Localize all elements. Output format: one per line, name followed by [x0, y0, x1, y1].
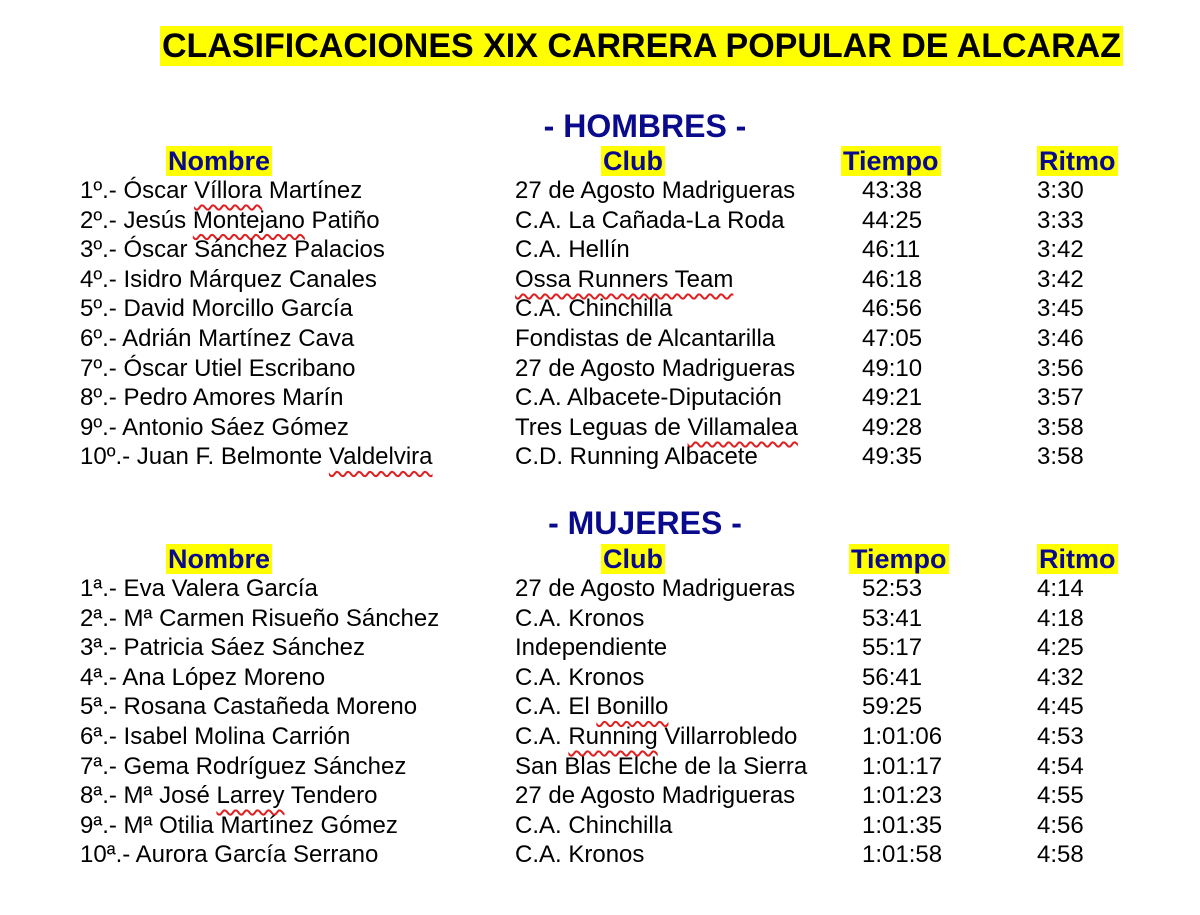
runner-time: 46:11	[862, 236, 921, 264]
men-header-time: Tiempo	[843, 146, 939, 176]
text-segment: 2º.- Jesús	[80, 206, 193, 234]
men-result-row	[0, 383, 1200, 413]
runner-club	[515, 633, 667, 663]
men-result-row	[0, 413, 1200, 443]
men-result-row	[0, 265, 1200, 295]
text-segment: Independiente	[515, 634, 668, 662]
women-result-row	[0, 692, 1200, 722]
runner-pace: 4:55	[1037, 782, 1084, 810]
text-segment: 27 de Agosto Madrigueras	[515, 354, 796, 382]
spellcheck-word: Bonillo	[596, 693, 669, 721]
runner-name	[80, 442, 433, 472]
text-segment: San Blas Elche de la Sierra	[515, 752, 808, 780]
runner-time: 1:01:58	[862, 841, 943, 869]
spellcheck-word: Villamalea	[687, 413, 798, 441]
runner-name	[80, 604, 439, 634]
runner-name	[80, 752, 406, 782]
runner-name	[80, 294, 353, 324]
runner-club	[515, 574, 795, 604]
runner-club	[515, 781, 795, 811]
text-segment: C.D. Running Albacete	[515, 443, 758, 471]
women-result-row	[0, 781, 1200, 811]
runner-pace: 4:14	[1037, 575, 1084, 602]
text-segment: C.A. Kronos	[515, 841, 645, 869]
runner-pace: 4:53	[1037, 723, 1084, 750]
runner-name	[80, 840, 378, 870]
text-segment: Fondistas de Alcantarilla	[515, 325, 776, 352]
women-header-club: Club	[603, 544, 663, 574]
text-segment: 9ª.- Mª Otilia Martínez Gómez	[80, 811, 398, 839]
text-segment: 7º.- Óscar Utiel Escribano	[80, 354, 356, 382]
text-segment: 8º.- Pedro Amores Marín	[80, 384, 344, 412]
women-header-name: Nombre	[168, 544, 271, 574]
runner-pace: 4:18	[1037, 604, 1084, 632]
runner-time: 56:41	[862, 663, 923, 691]
runner-club	[515, 324, 775, 354]
text-segment: C.A. Kronos	[515, 663, 645, 691]
runner-time: 53:41	[862, 604, 923, 632]
runner-time: 47:05	[862, 325, 923, 352]
text-segment: C.A. Hellín	[515, 236, 630, 264]
runner-pace: 3:42	[1037, 236, 1084, 264]
runner-name	[80, 383, 344, 413]
text-segment: C.A. Chinchilla	[515, 811, 673, 839]
men-result-row	[0, 294, 1200, 324]
text-segment: C.A.	[515, 723, 569, 750]
runner-club	[515, 206, 785, 236]
text-segment: Tendero	[284, 782, 378, 810]
runner-name	[80, 354, 356, 384]
men-result-row	[0, 176, 1200, 206]
text-segment: 3ª.- Patricia Sáez Sánchez	[80, 634, 366, 662]
runner-time: 1:01:35	[862, 811, 943, 839]
runner-time: 46:56	[862, 295, 923, 323]
spellcheck-word: Larrey	[216, 782, 285, 810]
spellcheck-word: Running	[568, 723, 658, 750]
runner-pace: 3:58	[1037, 413, 1084, 441]
runner-club	[515, 442, 758, 472]
text-segment: 6ª.- Isabel Molina Carrión	[80, 723, 351, 750]
runner-name	[80, 176, 362, 206]
runner-name	[80, 235, 385, 265]
women-result-row	[0, 574, 1200, 604]
text-segment: C.A. Albacete-Diputación	[515, 384, 782, 412]
runner-pace: 3:58	[1037, 443, 1084, 471]
runner-club	[515, 294, 672, 324]
men-header-pace: Ritmo	[1039, 146, 1116, 176]
runner-time: 44:25	[862, 206, 923, 234]
women-section-title: - MUJERES -	[548, 505, 742, 541]
runner-club	[515, 692, 668, 722]
runner-name	[80, 574, 318, 604]
runner-club	[515, 354, 795, 384]
runner-time: 43:38	[862, 177, 923, 204]
runner-name	[80, 722, 350, 752]
runner-pace: 4:25	[1037, 634, 1084, 662]
runner-time: 49:35	[862, 443, 923, 471]
runner-time: 49:10	[862, 354, 923, 382]
runner-name	[80, 324, 354, 354]
text-segment: Villarrobledo	[657, 723, 798, 750]
text-segment: 6º.- Adrián Martínez Cava	[80, 325, 355, 352]
text-segment: 27 de Agosto Madrigueras	[515, 575, 796, 602]
text-segment: C.A. La Cañada-La Roda	[515, 206, 785, 234]
text-segment: 27 de Agosto Madrigueras	[515, 177, 796, 204]
text-segment: 3º.- Óscar Sánchez Palacios	[80, 236, 385, 264]
runner-time: 1:01:06	[862, 723, 943, 750]
spellcheck-word: Montejano	[192, 206, 305, 234]
text-segment: Martínez	[262, 177, 363, 204]
runner-pace: 3:45	[1037, 295, 1084, 323]
runner-time: 52:53	[862, 575, 923, 602]
women-result-row	[0, 811, 1200, 841]
women-result-row	[0, 663, 1200, 693]
runner-name	[80, 265, 377, 295]
runner-pace: 3:46	[1037, 325, 1084, 352]
men-result-row	[0, 324, 1200, 354]
text-segment: Patiño	[304, 206, 380, 234]
runner-club	[515, 176, 795, 206]
runner-pace: 4:32	[1037, 663, 1084, 691]
runner-club	[515, 604, 644, 634]
men-section-title: - HOMBRES -	[543, 108, 747, 144]
text-segment: 4º.- Isidro Márquez Canales	[80, 265, 377, 293]
runner-club	[515, 383, 782, 413]
runner-name	[80, 692, 417, 722]
runner-time: 55:17	[862, 634, 923, 662]
runner-club	[515, 752, 807, 782]
text-segment: 5º.- David Morcillo García	[80, 295, 353, 323]
text-segment: 7ª.- Gema Rodríguez Sánchez	[80, 752, 407, 780]
text-segment: 5ª.- Rosana Castañeda Moreno	[80, 693, 418, 721]
runner-club	[515, 722, 797, 752]
runner-pace: 3:57	[1037, 384, 1084, 412]
text-segment: C.A. Chinchilla	[515, 295, 673, 323]
runner-pace: 4:58	[1037, 841, 1084, 869]
runner-club	[515, 840, 644, 870]
runner-name	[80, 811, 398, 841]
text-segment: 1ª.- Eva Valera García	[80, 575, 318, 602]
men-header-name: Nombre	[168, 146, 271, 176]
women-result-row	[0, 604, 1200, 634]
text-segment: 4ª.- Ana López Moreno	[80, 663, 326, 691]
runner-pace: 3:56	[1037, 354, 1084, 382]
women-result-row	[0, 752, 1200, 782]
runner-club	[515, 811, 672, 841]
women-result-row	[0, 722, 1200, 752]
text-segment: 27 de Agosto Madrigueras	[515, 782, 796, 810]
runner-pace: 3:33	[1037, 206, 1084, 234]
runner-time: 59:25	[862, 693, 923, 721]
runner-club	[515, 413, 798, 443]
runner-name	[80, 633, 365, 663]
runner-time: 49:21	[862, 384, 923, 412]
men-header-club: Club	[603, 146, 663, 176]
text-segment: Tres Leguas de	[515, 413, 688, 441]
runner-name	[80, 663, 325, 693]
men-result-row	[0, 235, 1200, 265]
text-segment: C.A. Kronos	[515, 604, 645, 632]
women-header-pace: Ritmo	[1039, 544, 1116, 574]
women-header-time: Tiempo	[851, 544, 947, 574]
text-segment: 10º.- Juan F. Belmonte	[80, 443, 329, 471]
men-result-row	[0, 206, 1200, 236]
text-segment: 8ª.- Mª José	[80, 782, 217, 810]
women-result-row	[0, 633, 1200, 663]
spellcheck-word: Víllora	[194, 177, 263, 204]
text-segment: 2ª.- Mª Carmen Risueño Sánchez	[80, 604, 440, 632]
spellcheck-word: Ossa Runners Team	[515, 265, 734, 293]
text-segment: 10ª.- Aurora García Serrano	[80, 841, 379, 869]
text-segment: C.A. El	[515, 693, 597, 721]
runner-pace: 3:42	[1037, 265, 1084, 293]
runner-name	[80, 206, 380, 236]
runner-time: 46:18	[862, 265, 923, 293]
men-result-row	[0, 442, 1200, 472]
runner-pace: 3:30	[1037, 177, 1084, 204]
runner-pace: 4:56	[1037, 811, 1084, 839]
runner-club	[515, 663, 644, 693]
spellcheck-word: Valdelvira	[328, 443, 433, 471]
text-segment: 1º.- Óscar	[80, 177, 195, 204]
runner-name	[80, 413, 349, 443]
women-result-row	[0, 840, 1200, 870]
runner-club	[515, 265, 733, 295]
page-title: CLASIFICACIONES XIX CARRERA POPULAR DE ALCARAZ	[162, 27, 1121, 65]
runner-pace: 4:45	[1037, 693, 1084, 721]
runner-name	[80, 781, 377, 811]
men-result-row	[0, 354, 1200, 384]
runner-pace: 4:54	[1037, 752, 1084, 780]
text-segment: 9º.- Antonio Sáez Gómez	[80, 413, 349, 441]
runner-time: 1:01:17	[862, 752, 943, 780]
runner-club	[515, 235, 630, 265]
runner-time: 1:01:23	[862, 782, 943, 810]
runner-time: 49:28	[862, 413, 923, 441]
